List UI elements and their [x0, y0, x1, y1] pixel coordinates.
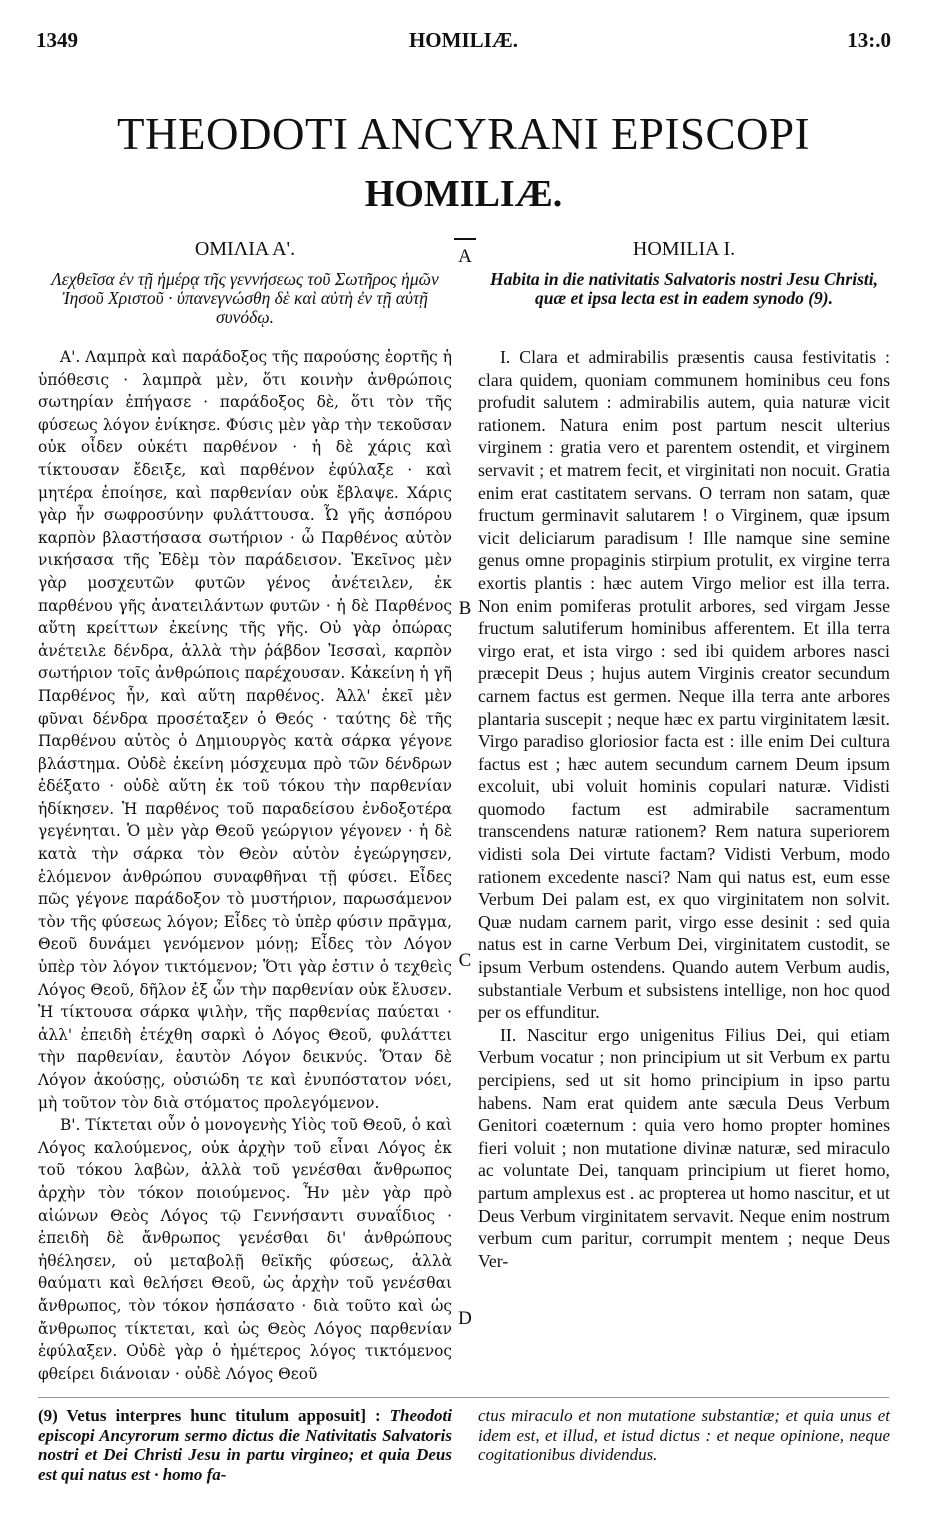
running-head-title: HOMILIÆ. [408, 28, 519, 52]
margin-mark-b: B [458, 598, 472, 619]
margin-mark-d: D [458, 1308, 472, 1329]
page-number-right: 13:.0 [847, 28, 891, 52]
footnote-text: Theodoti episcopi Ancyrorum sermo dictus die Nativitatis Salvatoris nostri et Dei Christi Jesu in partu virgineo; et quia Deus est qui natus est · homo fa- [38, 1406, 453, 1484]
page-title: THEODOTI ANCYRANI EPISCOPI [116, 109, 810, 159]
margin-mark-c: C [458, 950, 472, 971]
footnote-right: ctus miraculo et non mutatione substantiæ; et quia unus et idem est, et illud, et istud dictus : et neque opinione, neque cogitationibus dividendus. [478, 1406, 890, 1464]
latin-column [478, 238, 890, 1272]
footnote-divider [38, 1397, 889, 1398]
margin-mark-a: A [458, 246, 472, 267]
greek-heading: ΟΜΙΛΙΑ Α'. [194, 238, 296, 260]
latin-paragraph-2: II. Nascitur ergo unigenitus Filius Dei, qui etiam Verbum vocatur ; non principium ut sit Verbum ex partu percipiens, sed ut sit homo principium in ipso partu habens. Nam erat quidem ante sæcula Deus Verbum Genitori coæternum : quia vero homo propter homines fieri voluit ; non mutatione divinæ naturæ, sed miraculo ac voluntate Dei, tanquam principium ut fieret homo, partum amplexus est . ac propterea ut homo nascitur, et ut Deus Verbum virginitatem servavit. Neque enim nostrum verbum cum paritur, corrumpit mentem ; neque Deus Ver- [478, 1024, 890, 1271]
latin-subheading: Habita in die nativitatis Salvatoris nostri Jesu Christi, quæ et ipsa lecta est in eadem synodo (9). [490, 269, 878, 308]
greek-paragraph-2: Β'. Τίκτεται οὖν ὁ μονογενὴς Υἱὸς τοῦ Θεοῦ, ὁ καὶ Λόγος καλούμενος, οὐκ ἀρχὴν τοῦ εἶναι Λόγος ἐκ τοῦ τόκου λαβὼν, ἀλλὰ τοῦ γενέσθαι ἄνθρωπος ἀρχὴν τὸν τόκον ποιούμενος. Ἦν μὲν γὰρ πρὸ αἰώνων Θεὸς Λόγος τῷ Γεννήσαντι συναΐδιος · ἐπειδὴ δὲ ἄνθρωπος γενέσθαι δι' ἀνθρώπους ἠθέλησεν, οὐ μεταβολῇ θεϊκῆς φύσεως, ἀλλὰ θαύματι καὶ θελήσει Θεοῦ, ὡς ἀρχὴν τοῦ γενέσθαι ἄνθρωπος, τὸν τόκον ἠσπάσατο · διὰ τοῦτο καὶ ὡς ἄνθρωπος τίκτεται, καὶ ὡς Θεὸς Λόγος παρθενίαν ἐφύλαξεν. Οὐδὲ γὰρ ὁ ἡμέτερος λόγος τικτόμενος φθείρει διάνοιαν · οὐδὲ Λόγος Θεοῦ [38, 1116, 452, 1383]
footnote-left [38, 1406, 452, 1484]
greek-body [38, 346, 452, 1385]
greek-column [38, 238, 452, 1385]
center-rule [454, 238, 476, 240]
latin-paragraph-1: I. Clara et admirabilis præsentis causa festivitatis : clara quidem, quoniam communem hominibus ceu fons profudit salutem : admirabilis autem, quia naturæ vicit rationem. Natura enim post partum nescit ulterius virginem : gratia vero et parentem ostendit, et virginem servavit ; et matrem fecit, et virginitati non nocuit. Gratia enim erat castitatem servans. O terram non satam, quæ fructum germinavit salutarem ! o Virginem, quæ ipsum vicit deliciarum paradisum ! Ille namque sine semine genus omne propaginis stirpium protulit, ex virgine terra exortis plantis : hæc autem Virgo melior est illa terra. Non enim pomiferas protulit arbores, sed virgam Jesse fructum salutiferum hominibus afferentem. Et illa terra virgo erat, et ista virgo : sed ibi quidem arbores nasci præcepit Deus ; hujus autem Virginis creator secundum carnem factus est germen. Neque illa terra ante arbores plantaria suscepit ; neque hæc ex partu virginitatem læsit. Virgo paradiso gloriosior facta est : ille enim Dei cultura factus est ; hæc autem secundum carnem Deum ipsum excoluit, ubi voluit hominis copulari naturæ. Vidisti quomodo factum est admirabile sacramentum transcendens naturæ rationem? Rem natura superiorem vidisti sola Dei virtute factam? Vidisti Verbum, modo rationem excedente nasci? Nam qui natus est, eum esse Verbum Dei palam est, ex quo virginitatem non solvit. Quæ nudam carnem parit, virgo esse desinit : sed quia natus est in carne Verbum Dei, virginitatem custodit, se ipsum Verbum ostendens. Quando autem Verbum audis, substantiale Verbum et subsistens intellige, non hoc quod per os effunditur. [478, 347, 890, 1023]
footnote-lead: (9) Vetus interpres hunc titulum apposuit] : [38, 1406, 381, 1425]
page-subtitle: HOMILIÆ. [364, 173, 563, 215]
page-number-left: 1349 [36, 28, 78, 52]
latin-body [478, 346, 890, 1272]
running-head [36, 28, 891, 58]
greek-subheading: Λεχθεῖσα ἐν τῇ ἡμέρᾳ τῆς γεννήσεως τοῦ Σωτῆρος ἡμῶν Ἰησοῦ Χριστοῦ · ὑπανεγνώσθη δὲ καὶ αὐτὴ ἐν τῇ αὐτῇ συνόδῳ. [51, 269, 439, 327]
greek-paragraph-1: Α'. Λαμπρὰ καὶ παράδοξος τῆς παρούσης ἑορτῆς ἡ ὑπόθεσις · λαμπρὰ μὲν, ὅτι κοινὴν ἀνθρώποις σωτηρίαν ἐπήγασε · παράδοξος δὲ, ὅτι τὸν τῆς φύσεως λόγον ἐνίκησε. Φύσις μὲν γὰρ τὴν τεκοῦσαν οὐκ οἶδεν οὐκέτι παρθένον · ἡ δὲ χάρις καὶ τίκτουσαν ἔδειξε, καὶ παρθένον ἐφύλαξε · καὶ μητέρα ἐποίησε, καὶ παρθενίαν οὐκ ἔβλαψε. Χάρις γὰρ ἦν σωφροσύνην φυλάττουσα. Ὦ γῆς ἀσπόρου καρπὸν βλαστήσασα σωτήριον · ὦ Παρθένος αὐτὸν νικήσασα τῆς Ἐδὲμ τὸν παράδεισον. Ἐκεῖνος μὲν γὰρ μοσχευτῶν φυτῶν γένος ἀνέτειλεν, ἐκ παρθένου γῆς ἀνατειλάντων φυτῶν · ἡ δὲ Παρθένος αὕτη κρείττων ἐκείνης τῆς γῆς. Οὐ γὰρ ὀπώρας ἀνέτειλε δένδρα, ἀλλὰ τὴν ῥάβδον Ἰεσσαὶ, καρπὸν σωτήριον τοῖς ἀνθρώποις παρέχουσαν. Κἀκείνη ἡ γῆ Παρθένος ἦν, καὶ αὕτη παρθένος. Ἀλλ' ἐκεῖ μὲν φῦναι δένδρα προσέταξεν ὁ Θεός · ταύτης δὲ τῆς Παρθένου αὐτὸς ὁ Δημιουργὸς κατὰ σάρκα γέγονε βλάστημα. Οὐδὲ ἐκείνη μόσχευμα πρὸ τῶν δένδρων ἐδέξατο · οὐδὲ αὕτη ἐκ τοῦ τόκου τὴν παρθενίαν ἠδίκησεν. Ἡ παρθένος τοῦ παραδείσου ἐνδοξοτέρα γεγένηται. Ὁ μὲν γὰρ Θεοῦ γεώργιον γέγονεν · ἡ δὲ κατὰ τὴν σάρκα τὸν Θεὸν αὐτὸν ἐγεώργησεν, ἑλόμενον ἀνθρώπου συναφθῆναι τῇ φύσει. Εἶδες πῶς γέγονε παράδοξον τὸ μυστήριον, παρωσάμενον τὸν τῆς φύσεως λόγον; Εἶδες τὸ ὑπὲρ φύσιν πρᾶγμα, Θεοῦ δυνάμει γενόμενον μόνῃ; Εἶδες τὸν Λόγον ὑπὲρ τὸν λόγον τικτόμενον; Ὅτι γὰρ ἐστιν ὁ τεχθεὶς Λόγος Θεοῦ, δῆλον ἐξ ὧν τὴν παρθενίαν οὐκ ἔλυσεν. Ἡ τίκτουσα σάρκα ψιλὴν, τῆς παρθενίας παύεται · ἀλλ' ἐπειδὴ ἐτέχθη σαρκὶ ὁ Λόγος Θεοῦ, φυλάττει τὴν παρθενίαν, ἑαυτὸν Λόγον δεικνύς. Ὅταν δὲ Λόγον ἀκούσῃς, οὐσιώδη τε καὶ ἐνυπόστατον νόει, μὴ τοῦτον τὸν διὰ στόματος προλεγόμενον. [38, 348, 452, 1112]
latin-heading: HOMILIA I. [632, 238, 736, 260]
